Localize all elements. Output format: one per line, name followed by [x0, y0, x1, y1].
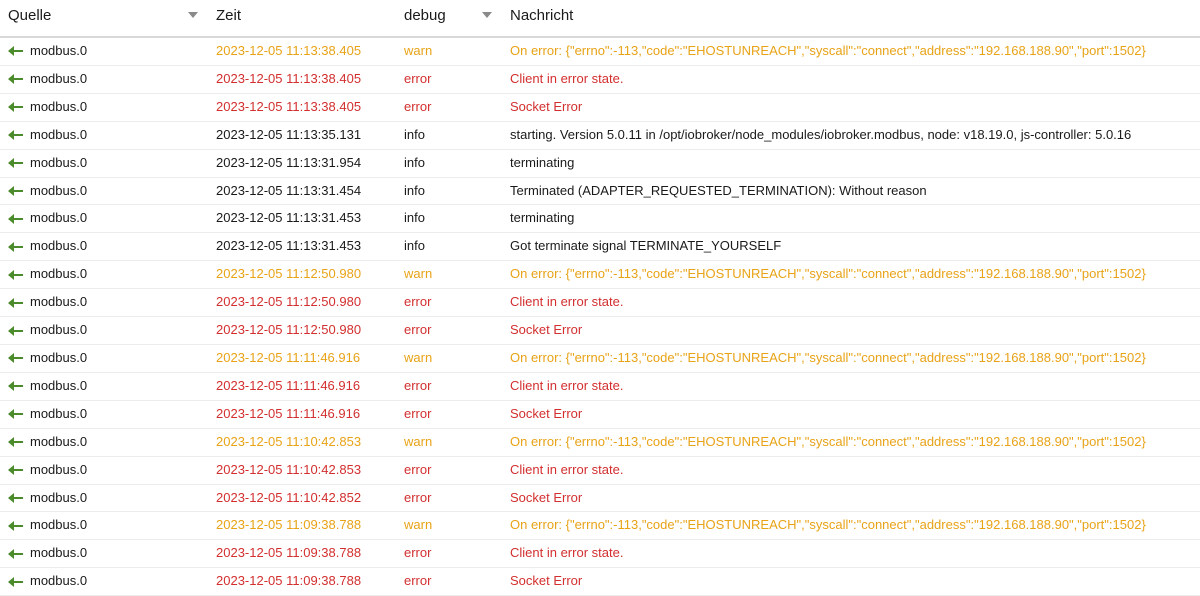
- source-wrapper: [8, 233, 200, 260]
- cell-source: [0, 512, 208, 540]
- cell-source: [0, 233, 208, 261]
- chevron-down-icon[interactable]: [188, 12, 198, 18]
- column-header-severity[interactable]: [396, 0, 502, 37]
- arrow-left-icon: [8, 493, 24, 503]
- source-label: modbus.0: [30, 405, 88, 421]
- cell-severity: error: [396, 289, 502, 317]
- cell-message: On error: {"errno":-113,"code":"EHOSTUNREACH","syscall":"connect","address":"192.168.188.90","port":1502}: [502, 428, 1200, 456]
- header-row: [0, 0, 1200, 37]
- cell-message: Terminated (ADAPTER_REQUESTED_TERMINATION): Without reason: [502, 177, 1200, 205]
- cell-time: 2023-12-05 11:13:31.954: [208, 149, 396, 177]
- column-header-time[interactable]: [208, 0, 396, 37]
- cell-time: 2023-12-05 11:13:38.405: [208, 37, 396, 65]
- cell-message: On error: {"errno":-113,"code":"EHOSTUNREACH","syscall":"connect","address":"192.168.188.90","port":1502}: [502, 37, 1200, 65]
- source-wrapper: [8, 540, 200, 567]
- arrow-left-icon: [8, 381, 24, 391]
- table-row[interactable]: [0, 568, 1200, 596]
- cell-source: [0, 428, 208, 456]
- cell-message: On error: {"errno":-113,"code":"EHOSTUNREACH","syscall":"connect","address":"192.168.188.90","port":1502}: [502, 261, 1200, 289]
- source-label: modbus.0: [30, 573, 88, 589]
- source-wrapper: [8, 373, 200, 400]
- cell-source: [0, 177, 208, 205]
- column-header-source-label: Quelle: [8, 6, 52, 24]
- cell-message: terminating: [502, 149, 1200, 177]
- source-label: modbus.0: [30, 43, 88, 58]
- table-row[interactable]: [0, 540, 1200, 568]
- source-label: modbus.0: [30, 154, 88, 170]
- cell-source: [0, 65, 208, 93]
- cell-source: [0, 261, 208, 289]
- cell-message: On error: {"errno":-113,"code":"EHOSTUNREACH","syscall":"connect","address":"192.168.188.90","port":1502}: [502, 512, 1200, 540]
- column-header-message[interactable]: [502, 0, 1200, 37]
- source-wrapper: [8, 66, 200, 93]
- table-row[interactable]: [0, 512, 1200, 540]
- column-header-time-label: Zeit: [216, 6, 242, 24]
- source-label: modbus.0: [30, 545, 88, 561]
- cell-source: [0, 372, 208, 400]
- cell-source: [0, 484, 208, 512]
- table-row[interactable]: [0, 233, 1200, 261]
- cell-time: 2023-12-05 11:10:42.852: [208, 484, 396, 512]
- cell-severity: info: [396, 177, 502, 205]
- log-table-header: [0, 0, 1200, 37]
- cell-message: Socket Error: [502, 484, 1200, 512]
- cell-message: starting. Version 5.0.11 in /opt/iobroker/node_modules/iobroker.modbus, node: v18.19.0, js-controller: 5.0.16: [502, 121, 1200, 149]
- source-label: modbus.0: [30, 126, 88, 142]
- table-row[interactable]: [0, 121, 1200, 149]
- arrow-left-icon: [8, 437, 24, 447]
- cell-severity: error: [396, 372, 502, 400]
- cell-severity: warn: [396, 344, 502, 372]
- cell-severity: error: [396, 568, 502, 596]
- table-row[interactable]: [0, 317, 1200, 345]
- table-row[interactable]: [0, 400, 1200, 428]
- source-label: modbus.0: [30, 461, 88, 477]
- cell-time: 2023-12-05 11:12:50.980: [208, 289, 396, 317]
- table-row[interactable]: [0, 456, 1200, 484]
- cell-time: 2023-12-05 11:11:46.916: [208, 344, 396, 372]
- source-wrapper: [8, 401, 200, 428]
- source-label: modbus.0: [30, 349, 88, 365]
- table-row[interactable]: [0, 93, 1200, 121]
- source-label: modbus.0: [30, 517, 88, 533]
- arrow-left-icon: [8, 549, 24, 559]
- cell-severity: error: [396, 540, 502, 568]
- source-label: modbus.0: [30, 377, 88, 393]
- chevron-down-icon[interactable]: [482, 12, 492, 18]
- cell-time: 2023-12-05 11:11:46.916: [208, 372, 396, 400]
- cell-source: [0, 568, 208, 596]
- source-label: modbus.0: [30, 238, 88, 254]
- column-header-severity-label: debug: [404, 6, 446, 24]
- source-wrapper: [8, 38, 200, 65]
- cell-severity: info: [396, 121, 502, 149]
- table-row[interactable]: [0, 372, 1200, 400]
- cell-time: 2023-12-05 11:12:50.980: [208, 317, 396, 345]
- arrow-left-icon: [8, 74, 24, 84]
- cell-severity: warn: [396, 428, 502, 456]
- source-wrapper: [8, 150, 200, 177]
- arrow-left-icon: [8, 270, 24, 280]
- cell-message: Client in error state.: [502, 289, 1200, 317]
- cell-message: Got terminate signal TERMINATE_YOURSELF: [502, 233, 1200, 261]
- table-row[interactable]: [0, 149, 1200, 177]
- source-wrapper: [8, 261, 200, 288]
- source-label: modbus.0: [30, 489, 88, 505]
- cell-time: 2023-12-05 11:13:38.405: [208, 93, 396, 121]
- arrow-left-icon: [8, 242, 24, 252]
- cell-time: 2023-12-05 11:13:31.454: [208, 177, 396, 205]
- table-row[interactable]: [0, 428, 1200, 456]
- cell-time: 2023-12-05 11:09:38.788: [208, 568, 396, 596]
- source-label: modbus.0: [30, 70, 88, 86]
- source-wrapper: [8, 568, 200, 595]
- cell-source: [0, 456, 208, 484]
- cell-message: On error: {"errno":-113,"code":"EHOSTUNREACH","syscall":"connect","address":"192.168.188.90","port":1502}: [502, 344, 1200, 372]
- cell-severity: warn: [396, 37, 502, 65]
- source-wrapper: [8, 94, 200, 121]
- cell-message: Socket Error: [502, 93, 1200, 121]
- cell-time: 2023-12-05 11:13:38.405: [208, 65, 396, 93]
- cell-source: [0, 540, 208, 568]
- cell-severity: error: [396, 456, 502, 484]
- source-wrapper: [8, 457, 200, 484]
- table-row[interactable]: [0, 205, 1200, 233]
- cell-source: [0, 37, 208, 65]
- arrow-left-icon: [8, 298, 24, 308]
- cell-time: 2023-12-05 11:13:31.453: [208, 205, 396, 233]
- source-wrapper: [8, 317, 200, 344]
- arrow-left-icon: [8, 353, 24, 363]
- arrow-left-icon: [8, 186, 24, 196]
- cell-source: [0, 121, 208, 149]
- cell-severity: error: [396, 317, 502, 345]
- cell-time: 2023-12-05 11:09:38.788: [208, 540, 396, 568]
- column-header-message-label: Nachricht: [510, 6, 574, 24]
- table-row[interactable]: [0, 344, 1200, 372]
- source-wrapper: [8, 122, 200, 149]
- cell-source: [0, 149, 208, 177]
- cell-severity: error: [396, 65, 502, 93]
- column-header-source[interactable]: [0, 0, 208, 37]
- arrow-left-icon: [8, 465, 24, 475]
- cell-severity: info: [396, 149, 502, 177]
- source-label: modbus.0: [30, 182, 88, 198]
- cell-severity: info: [396, 205, 502, 233]
- cell-severity: error: [396, 93, 502, 121]
- arrow-left-icon: [8, 577, 24, 587]
- cell-time: 2023-12-05 11:09:38.788: [208, 512, 396, 540]
- arrow-left-icon: [8, 521, 24, 531]
- cell-time: 2023-12-05 11:13:31.453: [208, 233, 396, 261]
- arrow-left-icon: [8, 158, 24, 168]
- cell-source: [0, 317, 208, 345]
- source-wrapper: [8, 485, 200, 512]
- cell-severity: error: [396, 484, 502, 512]
- log-table-body: [0, 37, 1200, 596]
- arrow-left-icon: [8, 130, 24, 140]
- source-wrapper: [8, 345, 200, 372]
- table-row[interactable]: [0, 261, 1200, 289]
- cell-source: [0, 400, 208, 428]
- source-wrapper: [8, 429, 200, 456]
- cell-message: Client in error state.: [502, 65, 1200, 93]
- cell-time: 2023-12-05 11:10:42.853: [208, 428, 396, 456]
- arrow-left-icon: [8, 409, 24, 419]
- source-wrapper: [8, 205, 200, 232]
- cell-source: [0, 93, 208, 121]
- cell-message: Client in error state.: [502, 456, 1200, 484]
- source-wrapper: [8, 289, 200, 316]
- cell-time: 2023-12-05 11:10:42.853: [208, 456, 396, 484]
- cell-message: terminating: [502, 205, 1200, 233]
- cell-severity: info: [396, 233, 502, 261]
- table-row[interactable]: [0, 289, 1200, 317]
- arrow-left-icon: [8, 46, 24, 56]
- cell-source: [0, 205, 208, 233]
- table-row[interactable]: [0, 484, 1200, 512]
- source-wrapper: [8, 512, 200, 539]
- source-label: modbus.0: [30, 294, 88, 310]
- source-label: modbus.0: [30, 322, 88, 338]
- arrow-left-icon: [8, 214, 24, 224]
- table-row[interactable]: [0, 177, 1200, 205]
- table-row[interactable]: [0, 37, 1200, 65]
- source-label: modbus.0: [30, 98, 88, 114]
- cell-time: 2023-12-05 11:13:35.131: [208, 121, 396, 149]
- source-label: modbus.0: [30, 210, 88, 226]
- arrow-left-icon: [8, 102, 24, 112]
- cell-severity: warn: [396, 512, 502, 540]
- source-label: modbus.0: [30, 433, 88, 449]
- cell-source: [0, 344, 208, 372]
- cell-time: 2023-12-05 11:12:50.980: [208, 261, 396, 289]
- cell-message: Socket Error: [502, 400, 1200, 428]
- cell-message: Socket Error: [502, 317, 1200, 345]
- cell-time: 2023-12-05 11:11:46.916: [208, 400, 396, 428]
- cell-message: Socket Error: [502, 568, 1200, 596]
- table-row[interactable]: [0, 65, 1200, 93]
- cell-message: Client in error state.: [502, 372, 1200, 400]
- cell-source: [0, 289, 208, 317]
- cell-message: Client in error state.: [502, 540, 1200, 568]
- cell-severity: warn: [396, 261, 502, 289]
- source-wrapper: [8, 178, 200, 205]
- source-label: modbus.0: [30, 266, 88, 282]
- cell-severity: error: [396, 400, 502, 428]
- arrow-left-icon: [8, 326, 24, 336]
